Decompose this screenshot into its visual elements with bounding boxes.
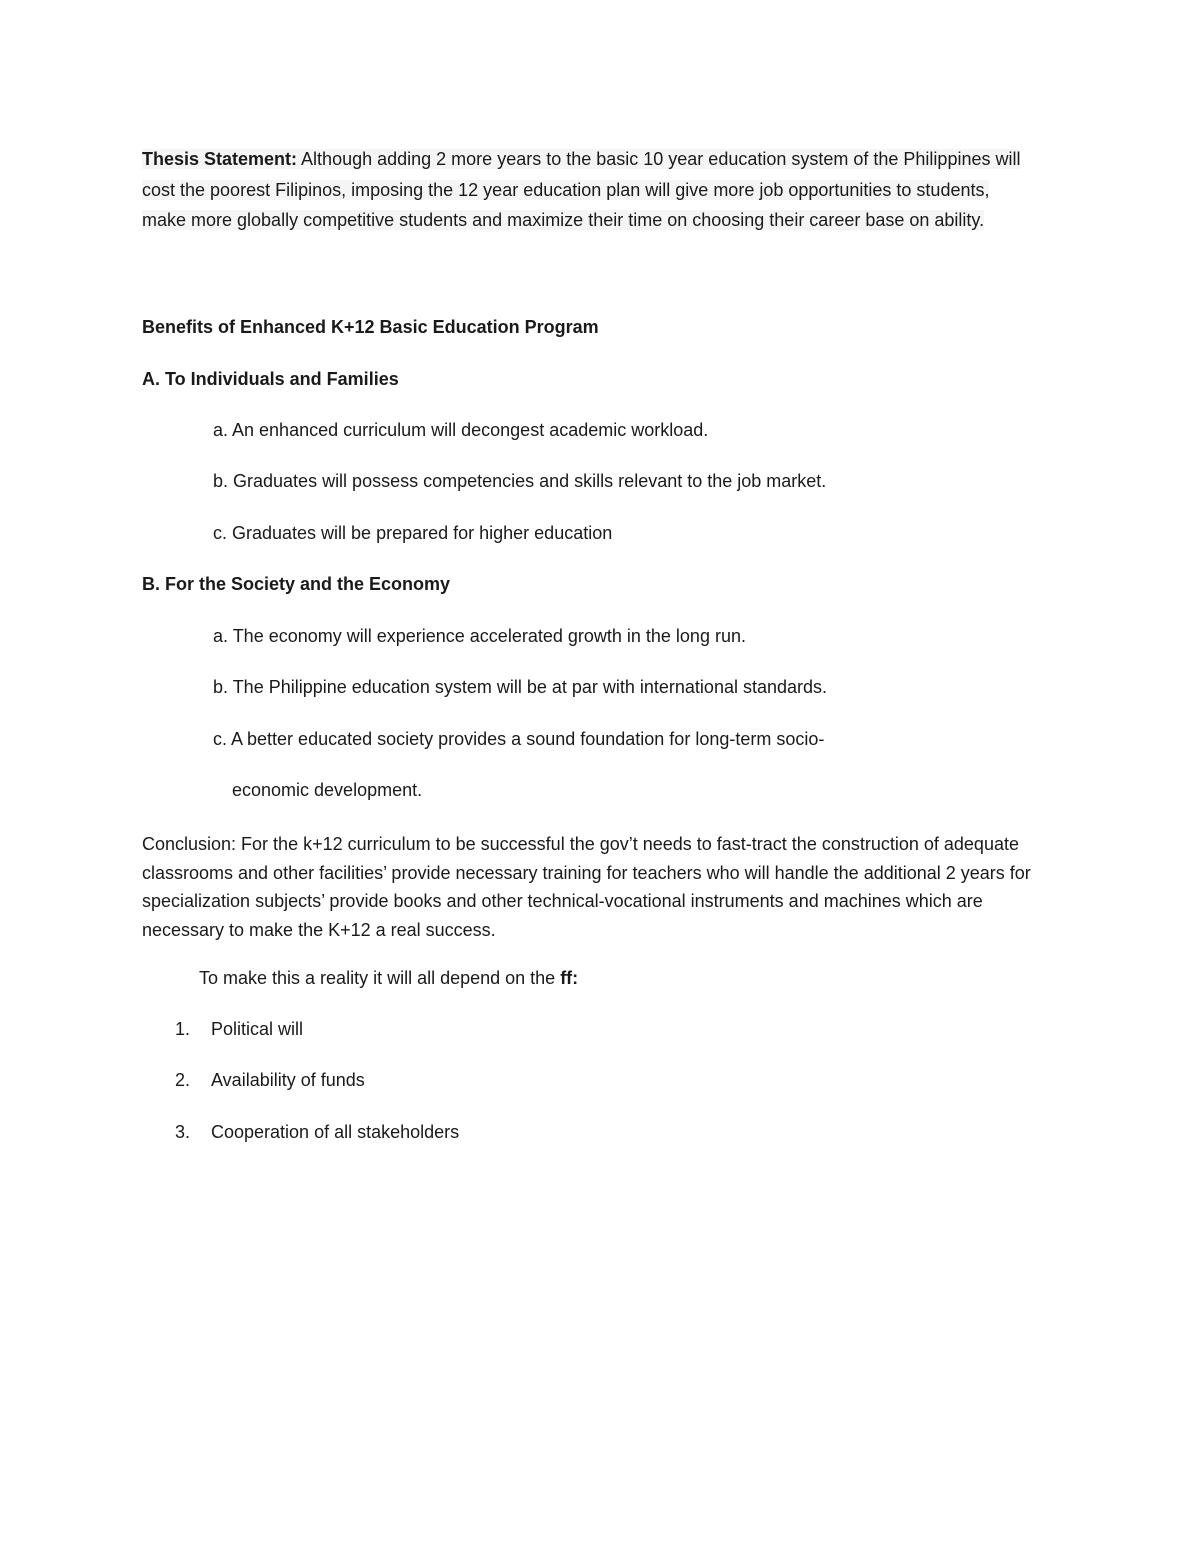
conclusion-intro: [199, 967, 578, 989]
list-item: [175, 1121, 459, 1143]
section-a-item: c. Graduates will be prepared for higher education: [213, 523, 613, 543]
list-number: 3.: [175, 1122, 191, 1142]
section-b-item: b. The Philippine education system will be at par with international standards.: [213, 677, 828, 697]
section-a-item: a. An enhanced curriculum will decongest academic workload.: [213, 420, 709, 440]
thesis-paragraph: [142, 144, 1022, 236]
list-item: [175, 1069, 365, 1091]
section-b-item: c. A better educated society provides a sound foundation for long-term socio-: [213, 729, 825, 749]
section-b-item: a. The economy will experience accelerated growth in the long run.: [213, 626, 746, 646]
conclusion-intro-text: To make this a reality it will all depend on the: [199, 968, 561, 988]
section-b-heading: B. For the Society and the Economy: [142, 574, 451, 594]
conclusion-intro-bold: ff:: [560, 968, 579, 988]
list-number: 1.: [175, 1019, 191, 1039]
conclusion-paragraph: Conclusion: For the k+12 curriculum to be successful the gov’t needs to fast-tract the construction of adequate classrooms and other facilities’ provide necessary training for teachers who will handle the additional 2 years for specialization subjects’ provide books and other technical-vocational instruments and machines which are necessary to make the K+12 a real success.: [142, 834, 1031, 940]
list-text: Availability of funds: [211, 1070, 365, 1090]
thesis-text: Although adding 2 more years to the basic 10 year education system of the Philippines will cost the poorest Filipinos, imposing the 12 year education plan will give more job opportunities to students, make more globally competitive students and maximize their time on choosing their career base on ability.: [142, 149, 1021, 230]
section-b-continuation: economic development.: [232, 780, 423, 800]
section-a-item: b. Graduates will possess competencies and skills relevant to the job market.: [213, 471, 827, 491]
list-number: 2.: [175, 1070, 191, 1090]
list-item: [175, 1018, 303, 1040]
list-text: Political will: [211, 1019, 304, 1039]
thesis-label: Thesis Statement:: [142, 149, 298, 169]
section-a-heading: A. To Individuals and Families: [142, 369, 399, 389]
benefits-heading: Benefits of Enhanced K+12 Basic Education Program: [142, 317, 599, 337]
list-text: Cooperation of all stakeholders: [211, 1122, 460, 1142]
